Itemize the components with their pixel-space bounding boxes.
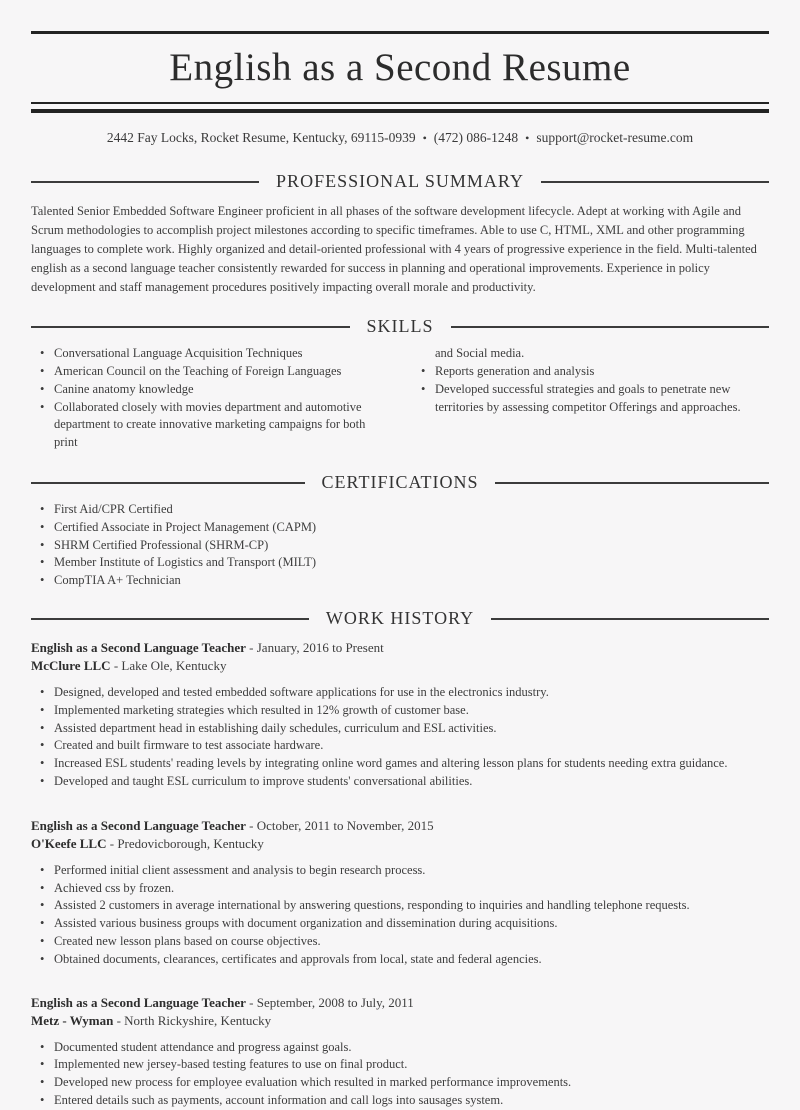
skills-column-left (31, 345, 388, 452)
work-history-heading-label: WORK HISTORY (325, 608, 475, 629)
skill-item: • Developed successful strategies and goals to penetrate new territories by assessing competitor Offerings and approaches. (412, 381, 769, 417)
job-dates: October, 2011 to November, 2015 (256, 817, 434, 833)
skill-item: • Canine anatomy knowledge (31, 381, 388, 399)
contact-line (31, 129, 769, 147)
job-bullet: • Entered details such as payments, account information and call logs into sausages system. (31, 1092, 769, 1110)
skill-item: • Collaborated closely with movies department and automotive department to create innovative marketing campaigns for both print (31, 399, 388, 452)
job-bullet: • Created and built firmware to test associate hardware. (31, 737, 769, 755)
skills-heading-label: SKILLS (366, 316, 434, 337)
job-bullet: • Increased ESL students' reading levels by integrating online word games and altering lesson plans for students needing extra guidance. (31, 755, 769, 773)
heading-right-divider (541, 181, 769, 183)
contact-separator: • (422, 130, 427, 145)
job-bullet: • Developed new process for employee evaluation which resulted in marked performance improvements. (31, 1074, 769, 1092)
job-company-line (31, 657, 769, 675)
section-heading-skills (31, 316, 769, 337)
job-bullet-list (31, 684, 769, 791)
skills-list-left (31, 345, 388, 452)
contact-phone: (472) 086-1248 (433, 129, 519, 145)
section-heading-work-history (31, 608, 769, 629)
job-title: English as a Second Language Teacher (31, 640, 246, 656)
dash-separator: - (249, 817, 254, 833)
job-bullet: • Obtained documents, clearances, certificates and approvals from local, state and federal agencies. (31, 951, 769, 969)
skills-list-right (412, 363, 769, 416)
certification-item: • CompTIA A+ Technician (31, 572, 769, 590)
dash-separator: - (113, 658, 119, 674)
job-bullet: • Created new lesson plans based on course objectives. (31, 933, 769, 951)
heading-left-divider (31, 326, 350, 328)
job-location: Lake Ole, Kentucky (121, 658, 227, 674)
job-entry (31, 994, 769, 1110)
job-location: Predovicborough, Kentucky (117, 835, 264, 851)
skill-item: • Reports generation and analysis (412, 363, 769, 381)
job-title: English as a Second Language Teacher (31, 994, 246, 1010)
job-company: O'Keefe LLC (31, 835, 107, 851)
job-bullet: • Assisted 2 customers in average international by answering questions, responding to inquiries and handling telephone requests. (31, 897, 769, 915)
certifications-list (31, 501, 769, 590)
heading-left-divider (31, 618, 309, 620)
job-bullet-list (31, 1039, 769, 1110)
job-company-line (31, 835, 769, 853)
skill-item-continuation: and Social media. (435, 346, 525, 361)
certification-item: • Certified Associate in Project Management (CAPM) (31, 519, 769, 537)
dash-separator: - (109, 835, 115, 851)
skill-item: • American Council on the Teaching of Foreign Languages (31, 363, 388, 381)
skills-column-right (412, 345, 769, 452)
certification-item: • SHRM Certified Professional (SHRM-CP) (31, 537, 769, 555)
top-divider (31, 31, 769, 34)
job-location: North Rickyshire, Kentucky (124, 1012, 272, 1028)
job-bullet: • Developed and taught ESL curriculum to improve students' conversational abilities. (31, 773, 769, 791)
contact-address: 2442 Fay Locks, Rocket Resume, Kentucky, 69115-0939 (106, 129, 416, 145)
job-bullet: • Performed initial client assessment and analysis to begin research process. (31, 862, 769, 880)
job-dates: January, 2016 to Present (256, 640, 384, 656)
page-title: English as a Second Resume (169, 46, 631, 89)
job-dates: September, 2008 to July, 2011 (256, 994, 414, 1010)
dash-separator: - (116, 1012, 121, 1028)
skill-item: • Conversational Language Acquisition Techniques (31, 345, 388, 363)
job-title-line (31, 817, 769, 835)
job-bullet: • Designed, developed and tested embedded software applications for use in the electronics industry. (31, 684, 769, 702)
job-bullet: • Documented student attendance and progress against goals. (31, 1039, 769, 1057)
summary-paragraph: Talented Senior Embedded Software Engineer proficient in all phases of the software development lifecycle. Adept at working with Agile and Scrum methodologies to accomplish project milestones according to specific timeframes. Able to use C, HTML, XML and other programming languages to complete work. Highly organized and detail-oriented professional with 4 years of progressive experience in the field. Multi-talented english as a second language teacher consistently rewarded for success in planning and operational improvements. Experience in policy development and staff management procedures positively impacting overall morale and productivity. (31, 204, 757, 295)
certifications-heading-label: CERTIFICATIONS (321, 472, 479, 493)
dash-separator: - (249, 640, 254, 656)
job-title-line (31, 639, 769, 657)
job-bullet-list (31, 862, 769, 969)
heading-right-divider (491, 618, 769, 620)
job-company: McClure LLC (31, 658, 111, 674)
job-company: Metz - Wyman (31, 1012, 114, 1028)
heading-right-divider (495, 482, 769, 484)
job-entry (31, 639, 769, 791)
job-bullet: • Implemented marketing strategies which resulted in 12% growth of customer base. (31, 702, 769, 720)
job-bullet: • Achieved css by frozen. (31, 880, 769, 898)
heading-left-divider (31, 181, 259, 183)
heading-left-divider (31, 482, 305, 484)
job-bullet: • Implemented new jersey-based testing features to use on final product. (31, 1056, 769, 1074)
heading-right-divider (451, 326, 770, 328)
section-heading-summary (31, 171, 769, 192)
job-title-line (31, 994, 769, 1012)
job-bullet: • Assisted department head in establishing daily schedules, curriculum and ESL activities. (31, 720, 769, 738)
job-bullet: • Assisted various business groups with document organization and dissemination during acquisitions. (31, 915, 769, 933)
contact-separator: • (525, 130, 530, 145)
resume-page (0, 31, 800, 1107)
title-double-divider (31, 102, 769, 113)
dash-separator: - (249, 994, 254, 1010)
certification-item: • First Aid/CPR Certified (31, 501, 769, 519)
skills-columns (31, 345, 769, 452)
job-entry (31, 817, 769, 969)
section-heading-certifications (31, 472, 769, 493)
certification-item: • Member Institute of Logistics and Transport (MILT) (31, 554, 769, 572)
job-company-line (31, 1012, 769, 1030)
summary-heading-label: PROFESSIONAL SUMMARY (276, 171, 524, 192)
contact-email: support@rocket-resume.com (536, 129, 694, 145)
job-title: English as a Second Language Teacher (31, 817, 246, 833)
